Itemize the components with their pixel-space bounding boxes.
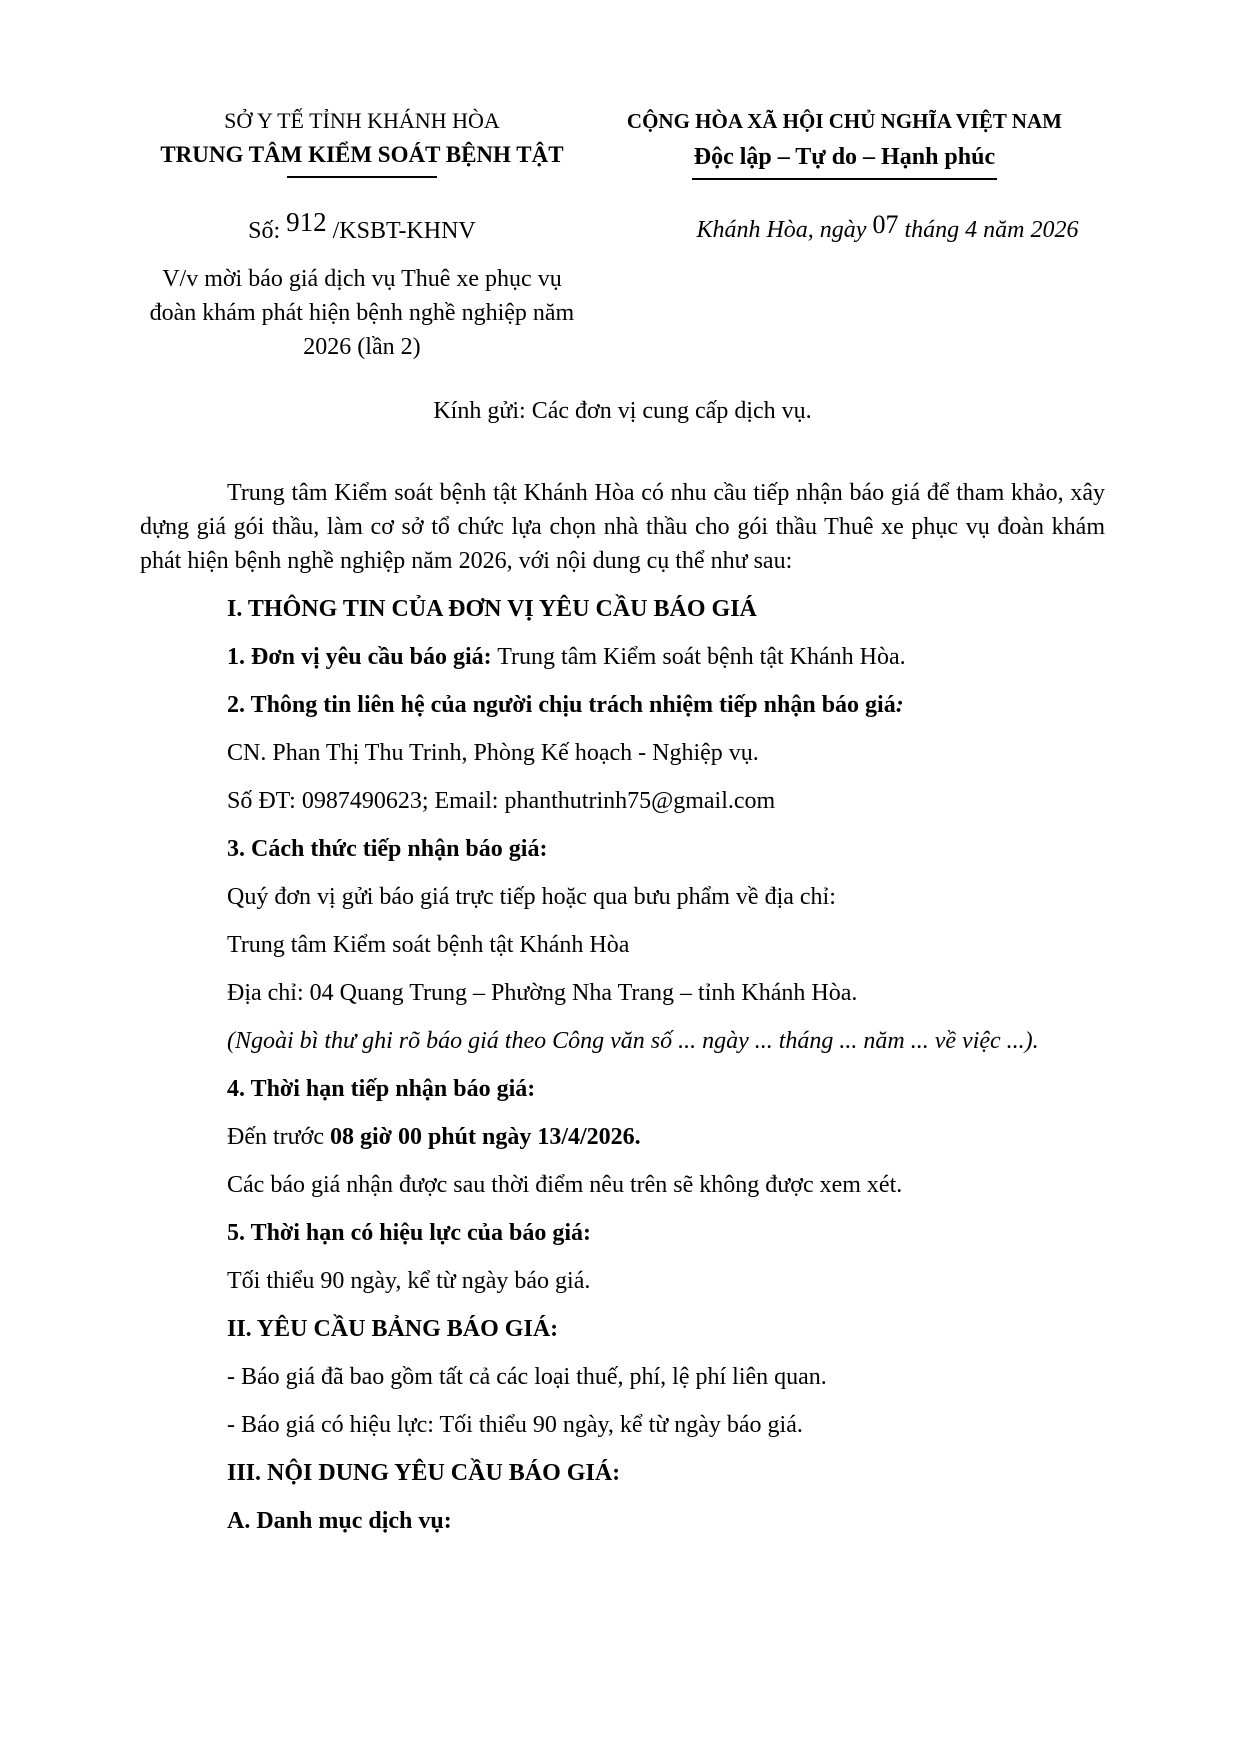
number-suffix: /KSBT-KHNV: [332, 218, 476, 244]
document-number-line: [140, 207, 584, 248]
section-3-subheading-a: A. Danh mục dịch vụ:: [227, 1508, 452, 1534]
item-1-requesting-unit: [140, 640, 1105, 674]
date-day-value: 07: [872, 210, 899, 239]
date-line-container: [584, 212, 1105, 248]
item-2-label: 2. Thông tin liên hệ của người chịu trách nhiệm tiếp nhận báo giá: [227, 692, 896, 718]
salutation-line: Kính gửi: Các đơn vị cung cấp dịch vụ.: [433, 398, 812, 424]
item-5-heading: 5. Thời hạn có hiệu lực của báo giá:: [227, 1220, 591, 1246]
item-4-note-line: Các báo giá nhận được sau thời điểm nêu trên sẽ không được xem xét.: [227, 1172, 903, 1198]
date-month-year: tháng 4 năm 2026: [904, 217, 1079, 243]
deadline-value: 08 giờ 00 phút ngày 13/4/2026.: [330, 1124, 641, 1150]
item-2-contact-heading: [140, 688, 1105, 722]
document-header: [140, 104, 1105, 180]
issuing-agency-block: [140, 104, 584, 180]
agency-name: TRUNG TÂM KIỂM SOÁT BỆNH TẬT: [160, 142, 564, 167]
item-1-value: Trung tâm Kiểm soát bệnh tật Khánh Hòa.: [497, 644, 906, 670]
motto-underlined-text: Độc lập – Tự do – Hạnh phúc: [692, 140, 997, 180]
national-motto: [584, 140, 1105, 180]
envelope-note: (Ngoài bì thư ghi rõ báo giá theo Công văn số ... ngày ... tháng ... năm ... về việc ...).: [227, 1028, 1039, 1054]
item-3-heading: 3. Cách thức tiếp nhận báo giá:: [227, 836, 548, 862]
section-1-heading: I. THÔNG TIN CỦA ĐƠN VỊ YÊU CẦU BÁO GIÁ: [227, 596, 757, 622]
agency-underline-rule: [287, 176, 437, 178]
item-2-colon: :: [895, 692, 904, 718]
contact-phone-email-line: Số ĐT: 0987490623; Email: phanthutrinh75@gmail.com: [227, 788, 776, 814]
date-place: Khánh Hòa, ngày: [696, 217, 867, 243]
deadline-prefix: Đến trước: [227, 1124, 324, 1150]
item-3-line-2: Trung tâm Kiểm soát bệnh tật Khánh Hòa: [227, 932, 630, 958]
number-date-row: [140, 207, 1105, 248]
item-3-line-1: Quý đơn vị gửi báo giá trực tiếp hoặc qua bưu phẩm về địa chỉ:: [227, 884, 836, 910]
section-2-bullet-2: - Báo giá có hiệu lực: Tối thiểu 90 ngày, kể từ ngày báo giá.: [227, 1412, 803, 1438]
date-line: [696, 210, 1079, 243]
item-4-deadline-line: [140, 1120, 1105, 1154]
agency-parent-name: SỞ Y TẾ TỈNH KHÁNH HÒA: [224, 108, 500, 133]
national-header-block: [584, 104, 1105, 180]
national-title: CỘNG HÒA XÃ HỘI CHỦ NGHĨA VIỆT NAM: [626, 109, 1062, 133]
item-1-label: 1. Đơn vị yêu cầu báo giá:: [227, 644, 492, 670]
section-2-bullet-1: - Báo giá đã bao gồm tất cả các loại thuế, phí, lệ phí liên quan.: [227, 1364, 827, 1390]
item-4-heading: 4. Thời hạn tiếp nhận báo giá:: [227, 1076, 536, 1102]
section-2-heading: II. YÊU CẦU BẢNG BÁO GIÁ:: [227, 1316, 559, 1342]
subject-line: V/v mời báo giá dịch vụ Thuê xe phục vụ đoàn khám phát hiện bệnh nghề nghiệp năm 2026 (lần 2): [149, 266, 575, 360]
document-number-value: 912: [286, 207, 327, 237]
item-3-line-3: Địa chỉ: 04 Quang Trung – Phường Nha Trang – tỉnh Khánh Hòa.: [227, 980, 858, 1006]
contact-person-line: CN. Phan Thị Thu Trinh, Phòng Kế hoạch - Nghiệp vụ.: [227, 740, 759, 766]
intro-paragraph: Trung tâm Kiểm soát bệnh tật Khánh Hòa có nhu cầu tiếp nhận báo giá để tham khảo, xây dựng giá gói thầu, làm cơ sở tổ chức lựa chọn nhà thầu cho gói thầu Thuê xe phục vụ đoàn khám phát hiện bệnh nghề nghiệp năm 2026, với nội dung cụ thể như sau:: [140, 480, 1105, 574]
section-3-heading: III. NỘI DUNG YÊU CẦU BÁO GIÁ:: [227, 1460, 621, 1486]
item-5-value-line: Tối thiểu 90 ngày, kể từ ngày báo giá.: [227, 1268, 591, 1294]
subject-row: [140, 262, 1105, 364]
number-prefix: Số:: [248, 218, 281, 244]
